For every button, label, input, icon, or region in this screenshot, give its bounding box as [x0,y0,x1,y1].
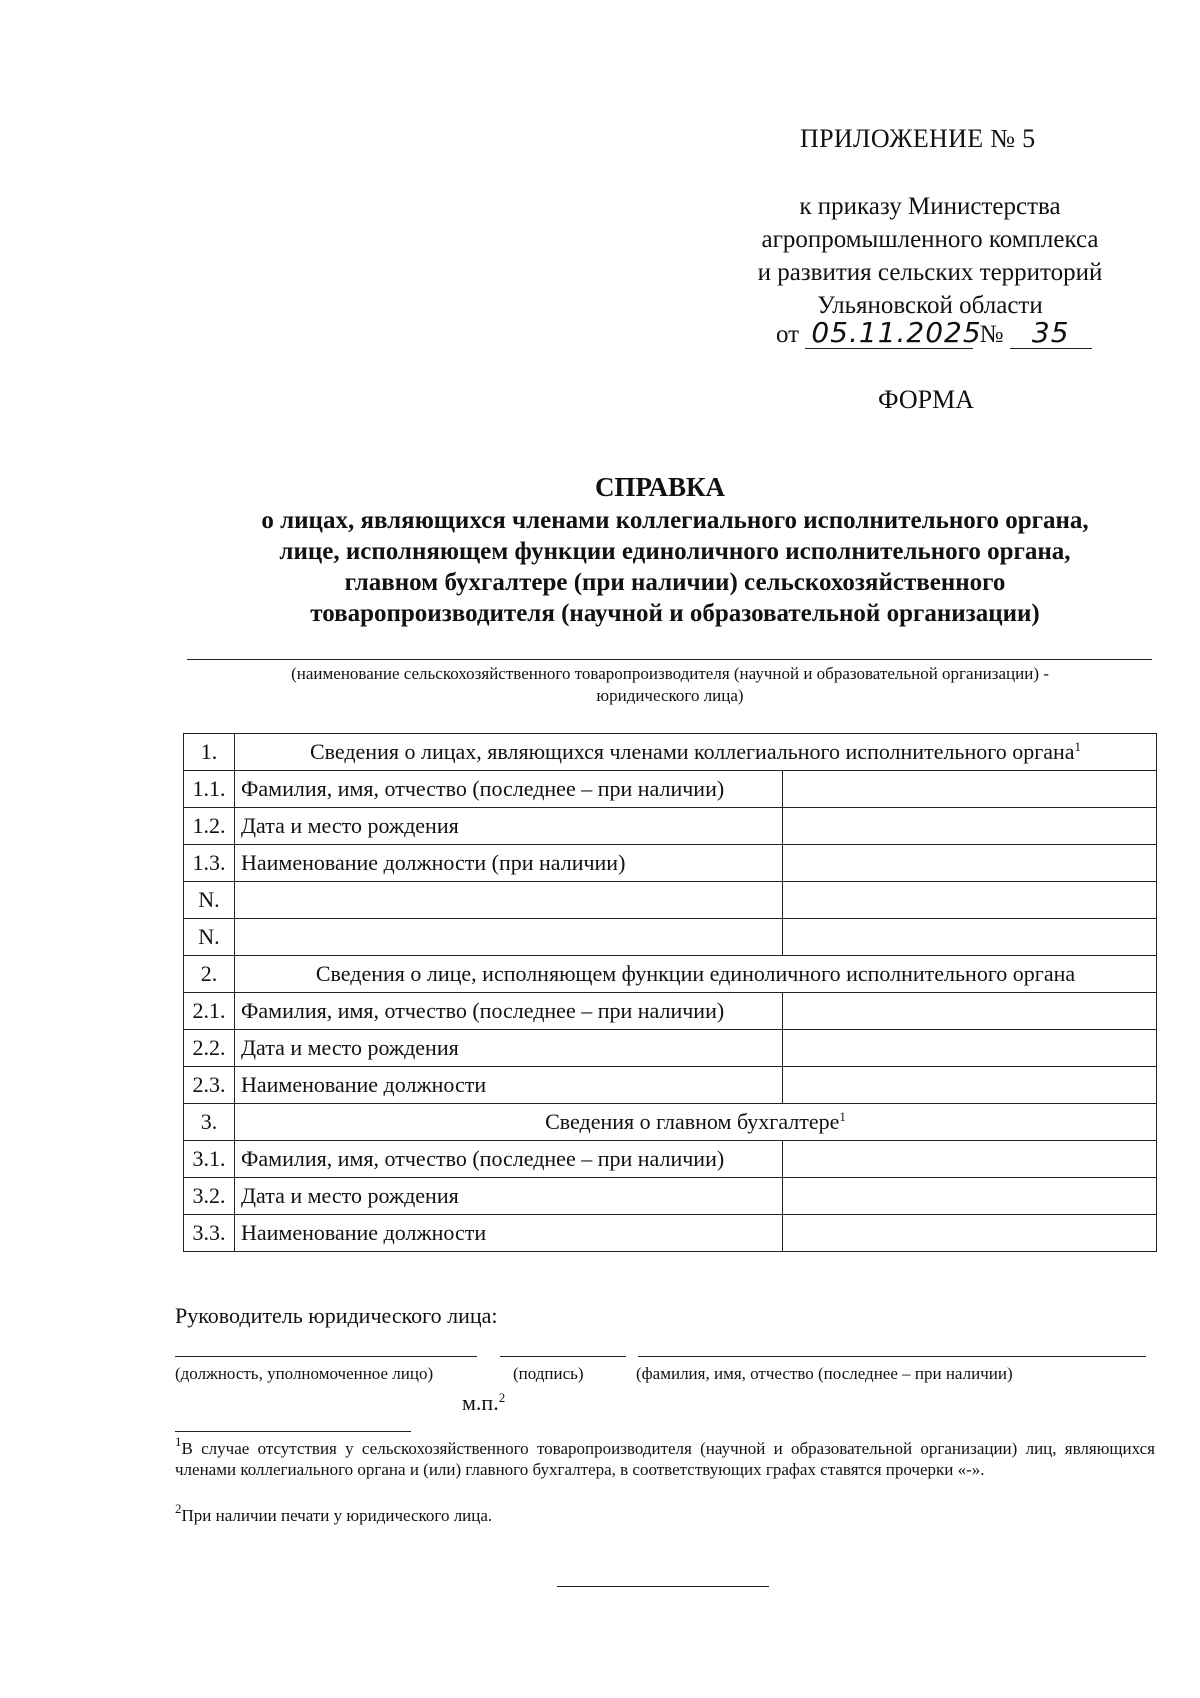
subtitle-line: товаропроизводителя (научной и образовательной организации) [310,600,1040,627]
footnote-2-text: При наличии печати у юридического лица. [181,1506,493,1525]
order-date-line [776,318,1092,351]
position-caption: (должность, уполномоченное лицо) [175,1364,434,1383]
section-heading [235,1104,1157,1141]
field-label: Наименование должности [235,1215,783,1252]
position-signature-line [175,1356,477,1357]
date-prefix: от [776,321,800,348]
table-row [184,919,1157,956]
field-label: Дата и место рождения [235,1178,783,1215]
section-row [184,734,1157,771]
footnote-ref: 1 [839,1109,846,1124]
order-ref-line: к приказу Министерства [799,193,1061,220]
field-label [235,919,783,956]
footnote-2 [175,1501,1155,1526]
table-row [184,1067,1157,1104]
row-number: 2.3. [184,1067,235,1104]
table-row [184,845,1157,882]
row-number: 3.1. [184,1141,235,1178]
full-name-caption: (фамилия, имя, отчество (последнее – при наличии) [636,1364,1013,1383]
full-name-signature-line [638,1356,1146,1357]
caption-line: (наименование сельскохозяйственного товаропроизводителя (научной и образовательной организации) - [291,664,1049,683]
stamp-text: м.п. [462,1390,499,1415]
order-reference [700,190,1160,322]
field-value-cell[interactable] [783,919,1157,956]
section-row [184,1104,1157,1141]
field-label: Дата и место рождения [235,808,783,845]
table-row [184,1141,1157,1178]
info-table [183,733,1157,1252]
table-row [184,1030,1157,1067]
field-value-cell[interactable] [783,1030,1157,1067]
field-value-cell[interactable] [783,1215,1157,1252]
signature-caption: (подпись) [513,1364,584,1383]
footnote-1-mark: 1 [175,1434,182,1449]
row-number: N. [184,919,235,956]
field-value-cell[interactable] [783,1178,1157,1215]
footnote-1-text: В случае отсутствия у сельскохозяйственного товаропроизводителя (научной и образовательной организации) лиц, являющихся членами коллегиального органа и (или) главного бухгалтера, в соответствующих графах ставятся прочерки «-». [175,1439,1155,1479]
field-label: Наименование должности (при наличии) [235,845,783,882]
section-heading [235,956,1157,993]
row-number: 3.3. [184,1215,235,1252]
footnote-2-mark: 2 [175,1501,182,1516]
subtitle-line: лице, исполняющем функции единоличного исполнительного органа, [279,538,1071,565]
field-value-cell[interactable] [783,1141,1157,1178]
table-row [184,808,1157,845]
field-label: Фамилия, имя, отчество (последнее – при наличии) [235,1141,783,1178]
section-heading [235,734,1157,771]
field-value-cell[interactable] [783,1067,1157,1104]
field-label: Наименование должности [235,1067,783,1104]
table-row [184,882,1157,919]
footnote-separator [175,1431,411,1432]
organization-name-line [187,659,1152,660]
row-number: 2.2. [184,1030,235,1067]
handwritten-number: 35 [1010,318,1092,349]
footnote-1 [175,1434,1155,1480]
field-label: Дата и место рождения [235,1030,783,1067]
order-ref-line: Ульяновской области [817,292,1043,319]
number-prefix: № [979,321,1004,348]
order-ref-line: и развития сельских территорий [757,259,1103,286]
row-number: 2.1. [184,993,235,1030]
handwritten-date: 05.11.2025 [805,318,973,349]
field-label [235,882,783,919]
section-heading-text: Сведения о лицах, являющихся членами коллегиального исполнительного органа [309,739,1075,764]
caption-line: юридического лица) [596,686,744,705]
document-title: СПРАВКА [594,472,726,502]
table-row [184,771,1157,808]
row-number: 1.1. [184,771,235,808]
appendix-title: ПРИЛОЖЕНИЕ № 5 [800,124,1036,153]
section-row [184,956,1157,993]
field-label: Фамилия, имя, отчество (последнее – при наличии) [235,771,783,808]
section-heading-text: Сведения о лице, исполняющем функции единоличного исполнительного органа [315,961,1076,986]
field-value-cell[interactable] [783,993,1157,1030]
row-number: 3. [184,1104,235,1141]
table-row [184,993,1157,1030]
end-of-document-rule [557,1586,769,1587]
field-label: Фамилия, имя, отчество (последнее – при наличии) [235,993,783,1030]
row-number: 2. [184,956,235,993]
stamp-footnote-ref: 2 [498,1390,506,1405]
row-number: 1.2. [184,808,235,845]
row-number: 3.2. [184,1178,235,1215]
footnote-ref: 1 [1074,739,1082,754]
field-value-cell[interactable] [783,808,1157,845]
organization-name-caption [190,663,1150,707]
order-ref-line: агропромышленного комплекса [761,226,1099,253]
head-of-entity-label: Руководитель юридического лица: [175,1303,498,1328]
subtitle-line: главном бухгалтере (при наличии) сельскохозяйственного [344,569,1006,596]
field-value-cell[interactable] [783,771,1157,808]
section-heading-text: Сведения о главном бухгалтере [545,1109,840,1134]
row-number: 1. [184,734,235,771]
field-value-cell[interactable] [783,882,1157,919]
row-number: 1.3. [184,845,235,882]
row-number: N. [184,882,235,919]
stamp-place-mark [462,1390,505,1416]
document-subtitle [175,505,1175,629]
table-row [184,1178,1157,1215]
signature-line [500,1356,626,1357]
subtitle-line: о лицах, являющихся членами коллегиального исполнительного органа, [261,507,1089,534]
table-row [184,1215,1157,1252]
form-label: ФОРМА [878,385,974,414]
field-value-cell[interactable] [783,845,1157,882]
